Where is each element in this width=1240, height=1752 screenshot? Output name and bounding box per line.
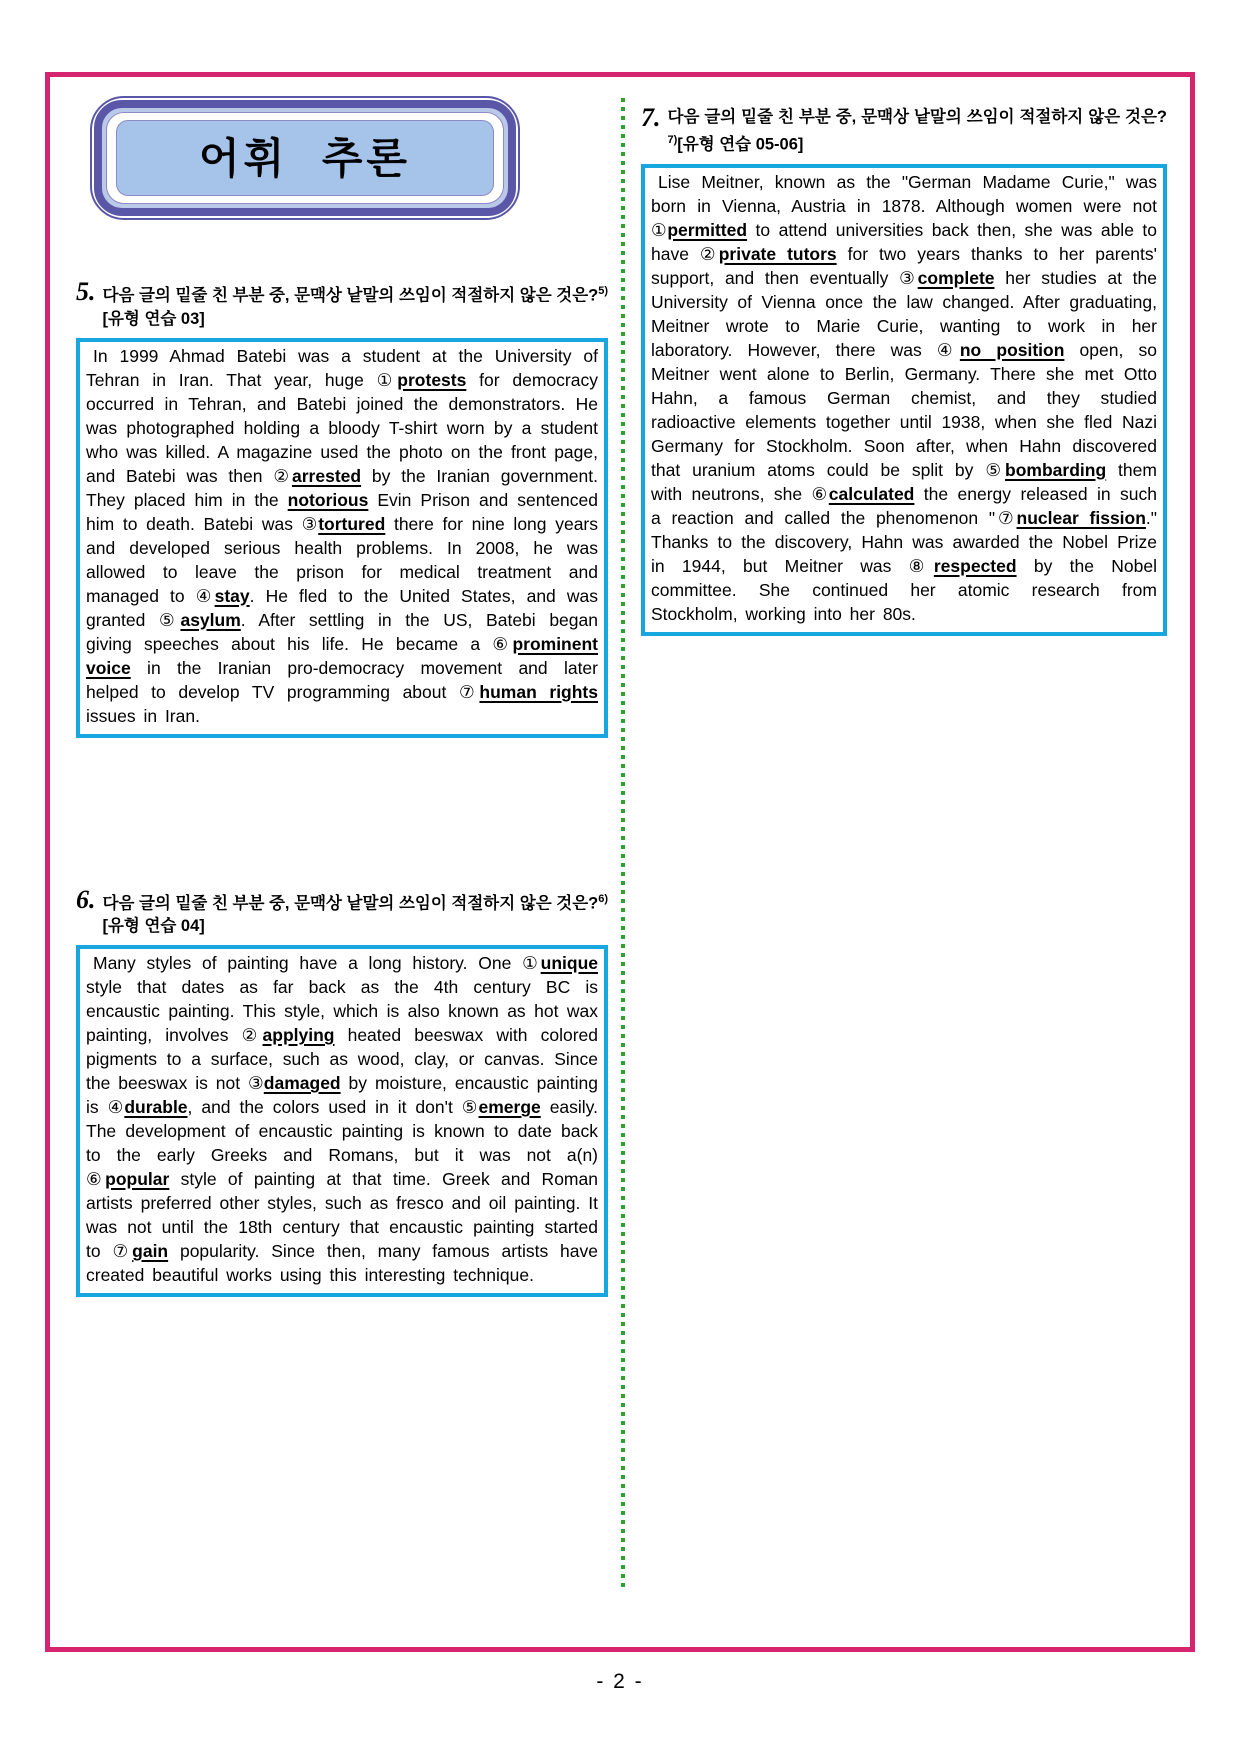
- column-divider-dotted: [621, 98, 625, 1592]
- underlined-keyword: protests: [397, 369, 467, 390]
- passage-box-5: [76, 338, 608, 738]
- passage-text: her studies at the University of Vienna once the law changed. After graduating, Meitner wrote to Marie Curie, wanting to work in her laboratory. However, there was: [651, 267, 1157, 360]
- passage-text: Many styles of painting have a long history. One: [93, 953, 523, 973]
- circled-number: ⑤: [159, 609, 181, 630]
- passage-text: the energy released in such a reaction and called the phenomenon ": [651, 483, 1157, 528]
- passage-text: style of painting at that time. Greek and Roman artists preferred other styles, such as fresco and oil painting. It was not until the 18th century that encaustic painting started to: [86, 1169, 598, 1261]
- underlined-keyword: complete: [917, 267, 995, 288]
- underlined-keyword: respected: [933, 555, 1017, 576]
- passage-box-6: [76, 945, 608, 1297]
- passage-text: to attend universities back then, she was able to have: [651, 219, 1157, 264]
- underlined-keyword: popular: [105, 1169, 170, 1189]
- passage-text: Lise Meitner, known as the "German Madame Curie," was born in Vienna, Austria in 1878. Although women were not: [651, 171, 1157, 216]
- left-column: [76, 96, 608, 1297]
- circled-number: ③: [301, 513, 319, 534]
- underlined-keyword: durable: [124, 1097, 188, 1117]
- source-tag: [유형 연습 04]: [102, 917, 205, 935]
- underlined-keyword: stay: [214, 585, 250, 606]
- circled-number: ⑦: [112, 1241, 133, 1261]
- passage-text: style that dates as far back as the 4th century BC is encaustic painting. This style, which is also known as hot wax painting, involves: [86, 977, 598, 1045]
- underlined-keyword: bombarding: [1005, 459, 1107, 480]
- footnote-marker: 5): [598, 285, 608, 297]
- prompt-text: 다음 글의 밑줄 친 부분 중, 문맥상 낱말의 쓰임이 적절하지 않은 것은?: [102, 286, 599, 305]
- underlined-keyword: tortured: [318, 513, 386, 534]
- circled-number: ②: [241, 1025, 263, 1045]
- prompt-text: 다음 글의 밑줄 친 부분 중, 문맥상 낱말의 쓰임이 적절하지 않은 것은?: [667, 108, 1167, 126]
- passage-text: there for nine long years and developed serious health problems. In 2008, he was allowed to leave the prison for medical treatment and managed to: [86, 513, 598, 606]
- passage-text: . After settling in the US, Batebi began giving speeches about his life. He became a: [86, 609, 598, 654]
- passage-text-7: [651, 170, 1157, 626]
- footnote-marker: 6): [598, 892, 608, 905]
- passage-text: popularity. Since then, many famous artists have created beautiful works using this interesting technique.: [86, 1241, 598, 1285]
- passage-text: them with neutrons, she: [651, 459, 1157, 504]
- circled-number: ⑦: [995, 507, 1017, 528]
- underlined-keyword: human rights: [479, 681, 598, 702]
- circled-number: ③: [899, 267, 918, 288]
- source-tag: [유형 연습 05-06]: [677, 135, 804, 154]
- underlined-keyword: private tutors: [718, 243, 837, 264]
- circled-number: ①: [522, 953, 541, 973]
- page-number: - 2 -: [596, 1670, 644, 1693]
- question-prompt: [103, 888, 609, 939]
- section-title: 어휘 추론: [116, 120, 494, 196]
- passage-text-5: [86, 344, 598, 728]
- passage-text-6: [86, 951, 598, 1287]
- passage-box-7: [641, 164, 1167, 636]
- question-7-header: [641, 103, 1167, 157]
- circled-number: ①: [651, 219, 668, 240]
- underlined-keyword: damaged: [263, 1073, 341, 1093]
- circled-number: ⑦: [458, 681, 480, 702]
- circled-number: ⑥: [492, 633, 513, 654]
- underlined-keyword: no position: [959, 339, 1065, 360]
- underlined-keyword: prominent voice: [86, 633, 598, 678]
- circled-number: ④: [936, 339, 960, 360]
- circled-number: ⑥: [86, 1169, 106, 1189]
- passage-text: by the Nobel committee. She continued her atomic research from Stockholm, working into her 80s.: [651, 555, 1158, 624]
- footnote-marker: 7): [667, 134, 678, 146]
- passage-text: Evin Prison and sentenced him to death. Batebi was: [86, 489, 598, 534]
- passage-text: for democracy occurred in Tehran, and Batebi joined the demonstrators. He was photographed holding a bloody T-shirt worn by a student who was killed. A magazine used the photo on the front page, and Batebi was then: [86, 369, 598, 486]
- passage-text: in the Iranian pro-democracy movement and later helped to develop TV programming about: [86, 657, 598, 702]
- underlined-keyword: gain: [132, 1241, 169, 1261]
- underlined-keyword: nuclear fission: [1016, 507, 1146, 528]
- circled-number: ④: [195, 585, 215, 606]
- circled-number: ②: [273, 465, 292, 486]
- question-6: [76, 884, 608, 1298]
- source-tag: [유형 연습 03]: [102, 309, 205, 328]
- passage-text: ." Thanks to the discovery, Hahn was awarded the Nobel Prize in 1944, but Meitner was: [651, 507, 1157, 576]
- section-title-band: [94, 100, 516, 216]
- circled-number: ⑧: [908, 555, 934, 576]
- circled-number: ⑥: [811, 483, 829, 504]
- circled-number: ②: [699, 243, 719, 264]
- passage-text: , and the colors used in it don't: [187, 1097, 462, 1117]
- passage-text: issues in Iran.: [86, 705, 200, 726]
- underlined-keyword: applying: [262, 1025, 335, 1045]
- question-number: 6.: [76, 884, 96, 914]
- passage-text: by the Iranian government. They placed him in the: [86, 465, 598, 510]
- passage-text: . He fled to the United States, and was granted: [86, 585, 598, 630]
- question-5-header: [76, 277, 608, 331]
- circled-number: ⑤: [985, 459, 1006, 480]
- question-6-header: [76, 884, 608, 939]
- question-number: 5.: [76, 277, 96, 306]
- question-5: [76, 277, 608, 738]
- underlined-keyword: unique: [540, 953, 598, 973]
- circled-number: ③: [248, 1073, 264, 1093]
- underlined-keyword: calculated: [828, 483, 915, 504]
- section-title-box: [90, 96, 520, 220]
- prompt-text: 다음 글의 밑줄 친 부분 중, 문맥상 낱말의 쓰임이 적절하지 않은 것은?: [102, 894, 599, 912]
- passage-text: easily. The development of encaustic painting is known to date back to the early Greeks and Romans, but it was not a(n): [86, 1097, 598, 1165]
- underlined-keyword: asylum: [180, 609, 241, 630]
- circled-number: ④: [107, 1097, 125, 1117]
- question-7: [641, 103, 1167, 636]
- question-prompt: [103, 280, 609, 331]
- passage-text: heated beeswax with colored pigments to a surface, such as wood, clay, or canvas. Since the beeswax is not: [86, 1025, 598, 1093]
- passage-text: by moisture, encaustic painting is: [86, 1073, 598, 1117]
- underlined-keyword: emerge: [478, 1097, 541, 1117]
- underlined-keyword: permitted: [667, 219, 748, 240]
- underlined-keyword: notorious: [287, 489, 369, 510]
- underlined-keyword: arrested: [292, 465, 362, 486]
- right-column: [641, 96, 1167, 636]
- passage-text: In 1999 Ahmad Batebi was a student at the University of Tehran in Iran. That year, huge: [86, 345, 598, 390]
- question-prompt: [668, 106, 1168, 157]
- passage-text: for two years thanks to her parents' support, and then eventually: [651, 243, 1157, 288]
- circled-number: ⑤: [461, 1097, 479, 1117]
- circled-number: ①: [376, 369, 398, 390]
- section-title-inner-ring: [106, 112, 504, 204]
- passage-text: open, so Meitner went alone to Berlin, Germany. There she met Otto Hahn, a famous German chemist, and they studied radioactive elements together until 1938, when she fled Nazi Germany for Stockholm. Soon after, when Hahn discovered that uranium atoms could be split by: [651, 339, 1157, 480]
- question-number: 7.: [641, 103, 661, 132]
